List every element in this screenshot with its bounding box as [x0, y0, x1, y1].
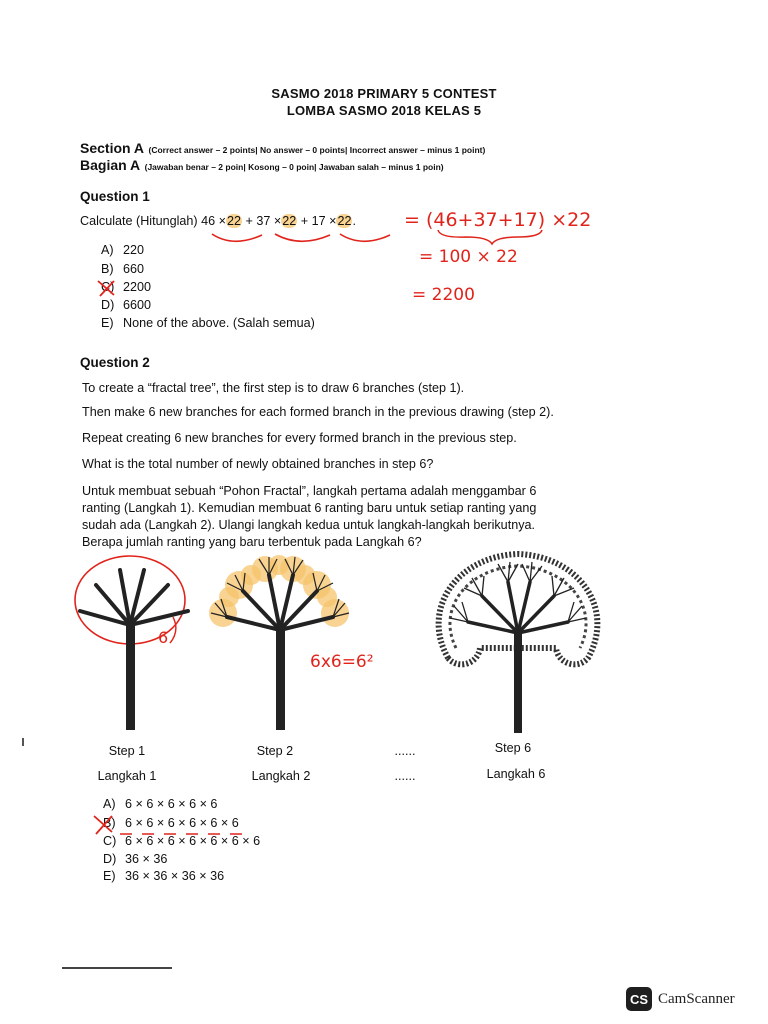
q2-option-e	[103, 869, 224, 883]
caption-ellipsis-1: ......	[394, 744, 416, 758]
option-letter: E)	[103, 869, 116, 883]
pen-work-line3: = 2200	[412, 285, 475, 305]
option-text: 6 × 6 × 6 × 6 × 6 × 6	[125, 816, 239, 830]
q2-para-id	[82, 483, 536, 551]
q2-para-id-line: ranting (Langkah 1). Kemudian membuat 6 ranting baru untuk setiap ranting yang	[82, 501, 537, 515]
pen-cross-mark-icon	[96, 279, 126, 299]
q2-para-en-3: Repeat creating 6 new branches for every formed branch in the previous step.	[82, 431, 517, 445]
option-text: 220	[123, 243, 145, 257]
page-title: SASMO 2018 PRIMARY 5 CONTEST	[271, 86, 497, 101]
caption-step2: Step 2	[256, 744, 294, 758]
option-letter: B)	[101, 262, 114, 276]
section-en-label: Section A	[80, 140, 145, 156]
camscanner-watermark	[626, 987, 735, 1011]
pen-work-line2: = 100 × 22	[419, 247, 518, 267]
q1-option-e	[101, 316, 315, 330]
q2-para-id-line: Berapa jumlah ranting yang baru terbentuk pada Langkah 6?	[82, 535, 422, 549]
option-letter: E)	[101, 316, 114, 330]
caption-step1: Step 1	[108, 744, 146, 758]
question-2-heading: Question 2	[80, 355, 150, 370]
pen-note-six: 6	[158, 628, 169, 647]
section-en	[80, 140, 485, 158]
option-text: 6600	[123, 298, 152, 312]
q2-para-en-1: To create a “fractal tree”, the first step is to draw 6 branches (step 1).	[82, 381, 465, 395]
q2-para-en-2: Then make 6 new branches for each formed branch in the previous drawing (step 2).	[82, 405, 554, 419]
section-en-note: (Correct answer – 2 points| No answer – 0 points| Incorrect answer – minus 1 point)	[148, 145, 486, 155]
q1-option-a	[101, 243, 144, 257]
section-id-note: (Jawaban benar – 2 poin| Kosong – 0 poin| Jawaban salah – minus 1 poin)	[144, 162, 444, 172]
scan-mark	[22, 738, 24, 746]
option-text: 6 × 6 × 6 × 6 × 6	[125, 797, 218, 811]
q1-option-b	[101, 262, 144, 276]
page-subtitle: LOMBA SASMO 2018 KELAS 5	[286, 103, 482, 118]
scan-edge-line	[62, 967, 172, 969]
q2-para-en-4: What is the total number of newly obtained branches in step 6?	[82, 457, 434, 471]
pen-note-formula: 6x6=6²	[310, 652, 374, 672]
camscanner-label: CamScanner	[658, 990, 735, 1007]
pen-work-line1: = (46+37+17) ×22	[404, 209, 592, 231]
camscanner-logo-icon: CS	[626, 987, 652, 1011]
option-text: 36 × 36	[125, 852, 168, 866]
highlight-22: 22	[282, 214, 297, 228]
q2-option-a	[103, 797, 217, 811]
caption-step6: Step 6	[494, 741, 532, 755]
question-1-heading: Question 1	[80, 189, 150, 204]
option-letter: C)	[101, 280, 115, 294]
option-letter: C)	[103, 834, 117, 848]
fractal-tree-step2	[205, 555, 355, 735]
q2-para-id-line: sudah ada (Langkah 2). Ulangi langkah kedua untuk langkah-langkah berikutnya.	[82, 518, 535, 532]
section-id-label: Bagian A	[80, 157, 141, 173]
option-letter: D)	[101, 298, 115, 312]
caption-langkah2: Langkah 2	[251, 769, 311, 783]
option-letter: D)	[103, 852, 117, 866]
option-text: None of the above. (Salah semua)	[123, 316, 315, 330]
option-letter: A)	[101, 243, 114, 257]
expr-part: + 17 ×	[300, 214, 337, 228]
expr-end: .	[352, 214, 356, 228]
caption-langkah6: Langkah 6	[486, 767, 546, 781]
expr-part: 46 ×	[201, 214, 226, 228]
caption-ellipsis-2: ......	[394, 769, 416, 783]
option-text: 660	[123, 262, 145, 276]
section-id	[80, 157, 444, 175]
option-letter: A)	[103, 797, 116, 811]
q1-option-d	[101, 298, 151, 312]
option-text: 6 × 6 × 6 × 6 × 6 × 6 × 6	[125, 834, 261, 848]
caption-langkah1: Langkah 1	[97, 769, 157, 783]
prompt-label: Calculate (Hitunglah)	[80, 214, 198, 228]
pen-brace	[436, 228, 576, 248]
q2-para-id-line: Untuk membuat sebuah “Pohon Fractal”, langkah pertama adalah menggambar 6	[82, 484, 537, 498]
option-text: 36 × 36 × 36 × 36	[125, 869, 225, 883]
fractal-tree-step1	[68, 555, 208, 735]
option-text: 2200	[123, 280, 152, 294]
highlight-22: 22	[337, 214, 352, 228]
expr-part: + 37 ×	[245, 214, 282, 228]
q2-option-d	[103, 852, 167, 866]
fractal-tree-step6	[428, 548, 608, 738]
q2-option-c	[103, 834, 260, 848]
highlight-22: 22	[226, 214, 241, 228]
option-letter: B)	[103, 816, 116, 830]
